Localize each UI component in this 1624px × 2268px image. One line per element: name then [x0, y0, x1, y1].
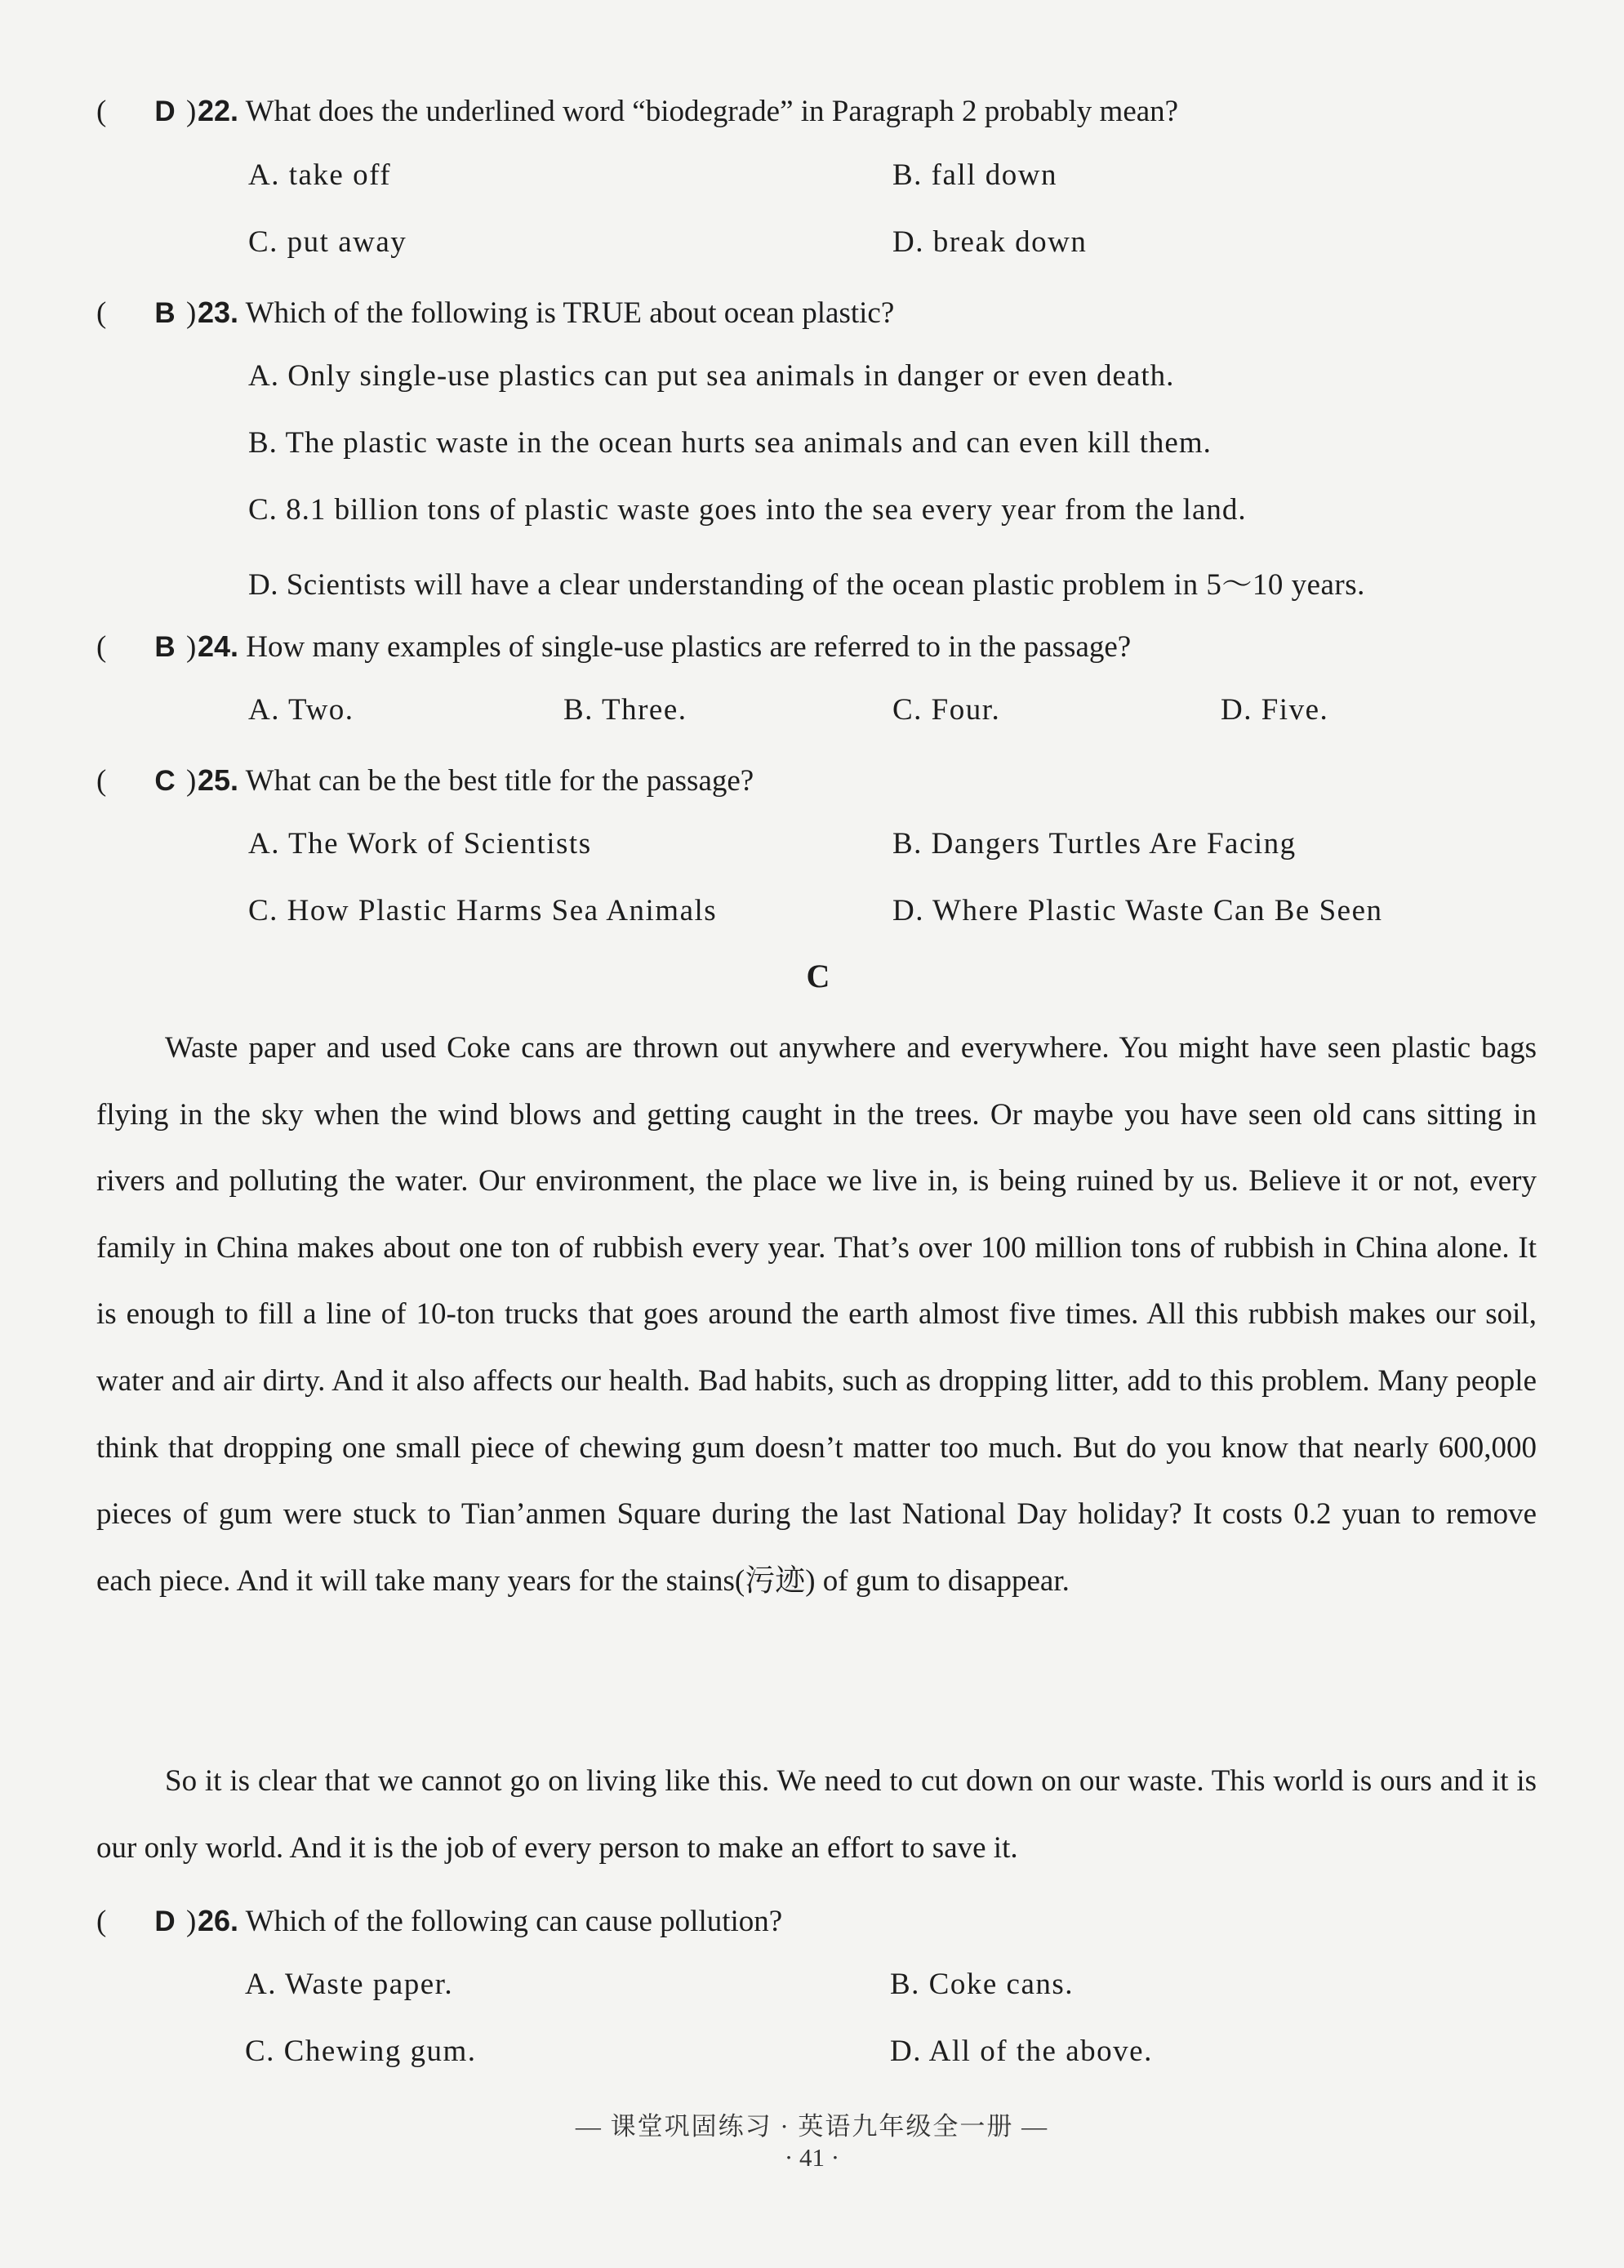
question-stem: How many examples of single-use plastics are referred to in the passage? — [246, 630, 1132, 664]
paragraph-text: Waste paper and used Coke cans are thrown out anywhere and everywhere. You might have seen plastic bags flying in the sky when the wind blows and getting caught in the trees. Or maybe you have seen old cans sitting in rivers and polluting the water. Our environment, the place we live in, is being ruined by us. Believe it or not, every family in China makes about one ton of rubbish every year. That’s over 100 million tons of rubbish in China alone. It is enough to fill a line of 10-ton trucks that goes around the earth almost five times. All this rubbish makes our soil, water and air dirty. And it also affects our health. Bad habits, such as dropping litter, add to this problem. Many people think that dropping one small piece of chewing gum doesn’t matter too much. But do you know that nearly 600,000 pieces of gum were stuck to Tian’anmen Square during the last National Day holiday? It costs 0.2 yuan to remove each piece. And it will take many years for the stains(污迹) of gum to disappear. — [96, 1031, 1537, 1598]
option-d: D. All of the above. — [890, 2035, 1153, 2068]
option-d: D. break down — [892, 225, 1088, 259]
option-b: B. Dangers Turtles Are Facing — [892, 827, 1297, 861]
section-title: C — [806, 958, 830, 994]
question-stem: Which of the following is TRUE about ocean plastic? — [245, 296, 895, 330]
page-number: · 41 · — [784, 2143, 840, 2172]
question-number: 26. — [198, 1904, 239, 1937]
option-d: D. Five. — [1221, 693, 1329, 727]
option-b: B. fall down — [892, 158, 1057, 192]
answer-23: B — [154, 297, 176, 329]
option-d: D. Scientists will have a clear understanding of the ocean plastic problem in 5～10 years. — [248, 568, 1365, 602]
option-d: D. Where Plastic Waste Can Be Seen — [892, 894, 1383, 927]
answer-26: D — [154, 1906, 176, 1937]
option-c: C. Chewing gum. — [245, 2035, 477, 2068]
option-a: A. Two. — [248, 693, 354, 727]
question-26: ( D )26. Which of the following can cause pollution? — [96, 1897, 1624, 1946]
page-footer: — 课堂巩固练习 · 英语九年级全一册 — — [575, 2112, 1049, 2141]
option-a: A. Waste paper. — [245, 1968, 454, 2001]
passage-paragraph-2 — [96, 1748, 1537, 1881]
question-stem: What does the underlined word “biodegrade” in Paragraph 2 probably mean? — [245, 95, 1179, 128]
question-number: 24. — [198, 629, 239, 663]
option-a: A. The Work of Scientists — [248, 827, 592, 861]
option-b: B. The plastic waste in the ocean hurts sea animals and can even kill them. — [248, 426, 1212, 460]
option-b: B. Coke cans. — [890, 1968, 1075, 2001]
question-number: 22. — [198, 94, 239, 127]
option-c: C. 8.1 billion tons of plastic waste goes into the sea every year from the land. — [248, 493, 1247, 527]
passage-paragraph-1 — [96, 1015, 1537, 1614]
paragraph-text: So it is clear that we cannot go on living like this. We need to cut down on our waste. This world is ours and it is our only world. And it is the job of every person to make an effort to save it. — [96, 1764, 1537, 1865]
option-b: B. Three. — [563, 693, 687, 727]
question-stem: Which of the following can cause pollution? — [245, 1905, 783, 1938]
answer-25: C — [154, 765, 176, 797]
question-24: ( B )24. How many examples of single-use plastics are referred to in the passage? — [96, 622, 1624, 671]
question-stem: What can be the best title for the passage? — [245, 764, 754, 798]
option-c: C. Four. — [892, 693, 1001, 727]
question-25: ( C )25. What can be the best title for the passage? — [96, 756, 1624, 805]
question-number: 23. — [198, 296, 239, 329]
question-number: 25. — [198, 763, 239, 797]
question-23: ( B )23. Which of the following is TRUE about ocean plastic? — [96, 288, 1624, 337]
option-c: C. How Plastic Harms Sea Animals — [248, 894, 718, 927]
question-22: ( D )22. What does the underlined word “biodegrade” in Paragraph 2 probably mean? — [96, 87, 1624, 136]
answer-22: D — [154, 96, 176, 127]
option-a: A. take off — [248, 158, 392, 192]
answer-24: B — [154, 631, 176, 663]
option-a: A. Only single-use plastics can put sea animals in danger or even death. — [248, 359, 1175, 393]
option-c: C. put away — [248, 225, 407, 259]
